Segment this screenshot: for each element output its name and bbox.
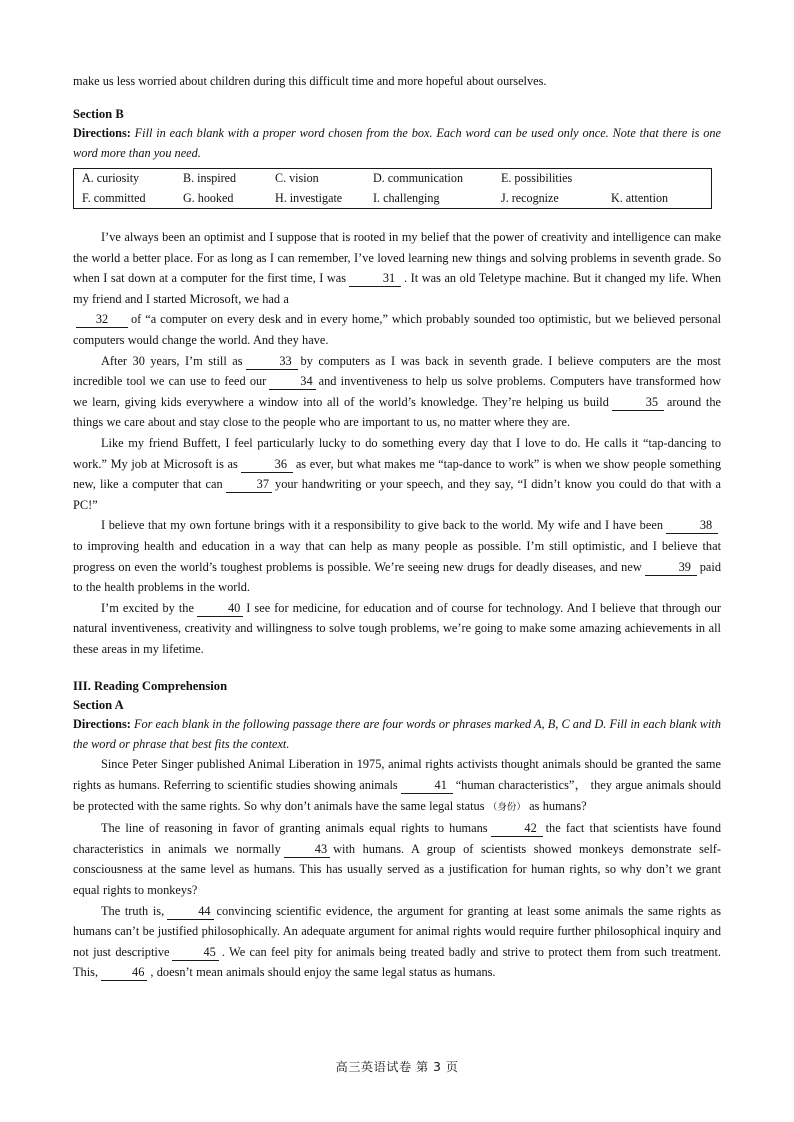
section-a-subheading: Section A [73, 698, 124, 713]
section-a-directions [73, 715, 721, 754]
paragraph-text: your handwriting or your speech, and they say, “I didn’t know you could do that with a PC!” [73, 477, 721, 512]
answer-blank-45[interactable]: 45 [172, 945, 218, 961]
passage-paragraph [73, 818, 721, 900]
paragraph-text: as humans? [529, 798, 587, 813]
paragraph-text: The truth is, [101, 903, 165, 918]
paragraph-text: around the things we care about and stay close to the people who are important to us, no matter where they are. [73, 394, 721, 430]
paragraph-text: the fact that scientists have found characteristics in animals we normally [73, 821, 721, 856]
paragraph-text: Like my friend Buffett, I feel particularly lucky to do something every day that I love to do. He calls it “tap-dancing to work.” My job at Microsoft is as [73, 435, 721, 471]
chinese-gloss: （身份） [487, 801, 526, 813]
word-option [611, 169, 712, 189]
answer-blank-37[interactable]: 37 [226, 477, 272, 493]
paragraph-text: to improving health and education in a way that can help as many people as possible. I’m still optimistic, and I believe that progress on even the world’s toughest problems is possible. We’re seeing new drugs for deadly diseases, and new [73, 538, 721, 574]
answer-blank-34[interactable]: 34 [269, 374, 315, 390]
passage-paragraph [73, 754, 721, 818]
answer-blank-41[interactable]: 41 [401, 778, 453, 794]
section-b-directions-label: Directions: [73, 126, 131, 140]
paragraph-text: paid to the health problems in the world. [73, 559, 721, 595]
spacer [73, 209, 721, 227]
paragraph-text: After 30 years, I’m still as [101, 353, 243, 368]
paragraph-text: I see for medicine, for education and of course for technology. And I believe that through our natural inventiveness, creativity and willingness to solve tough problems, we’re going to make some amazing achievements in all these areas in my lifetime. [73, 600, 722, 656]
answer-blank-32[interactable]: 32 [76, 312, 128, 328]
paragraph-text: and inventiveness to help us solve problems. Computers have transformed how we learn, giving kids everywhere a window into all of the world’s knowledge. They’re helping us build [73, 374, 721, 409]
word-option: A. curiosity [82, 171, 140, 185]
word-option: I. challenging [373, 190, 440, 205]
word-option: E. possibilities [501, 171, 573, 185]
answer-blank-36[interactable]: 36 [241, 457, 293, 473]
paragraph-text: “human characteristics”， they argue animals should be protected with the same rights. So why don’t animals have the same legal status [73, 778, 721, 813]
table-row [74, 189, 712, 209]
answer-blank-44[interactable]: 44 [167, 904, 213, 920]
passage-paragraph [73, 433, 721, 515]
paragraph-text: , doesn’t mean animals should enjoy the same legal status as humans. [150, 965, 496, 980]
passage-paragraph-cont [73, 309, 721, 350]
document-page [73, 72, 721, 983]
paragraph-text: Since Peter Singer published Animal Liberation in 1975, animal rights activists thought animals should be granted the same rights as humans. Referring to scientific studies showing animals [73, 757, 721, 793]
word-box-table [73, 168, 712, 209]
answer-blank-39[interactable]: 39 [645, 560, 697, 576]
answer-blank-38[interactable]: 38 [666, 518, 718, 534]
word-option: H. investigate [275, 190, 343, 205]
answer-blank-31[interactable]: 31 [349, 271, 401, 287]
paragraph-text: I’ve always been an optimist and I suppose that is rooted in my belief that the power of creativity and intelligence can make the world a better place. For as long as I can remember, I’ve loved learning new things and solving problems in seventh grade. So when I sat down at a computer for the first time, I was [73, 230, 721, 286]
spacer [73, 91, 721, 105]
paragraph-text: . We can feel pity for animals being treated badly and strive to protect them from such treatment. This, [73, 944, 721, 980]
paragraph-text: as ever, but what makes me “tap-dance to work” is when we show people something new, like a computer that can [73, 456, 721, 492]
passage-paragraph [73, 351, 721, 433]
answer-blank-46[interactable]: 46 [101, 965, 147, 981]
word-option: D. communication [373, 171, 464, 185]
page-footer: 高三英语试卷 第 3 页 [335, 1060, 459, 1074]
word-option: J. recognize [501, 190, 559, 205]
section-b-heading: Section B [73, 107, 124, 121]
answer-blank-33[interactable]: 33 [246, 354, 298, 370]
section-a-directions-label: Directions: [73, 717, 131, 732]
word-option: C. vision [275, 171, 319, 185]
passage-paragraph [73, 901, 721, 983]
paragraph-text: by computers as I was back in seventh grade. I believe computers are the most incredible tool we can use to feed our [73, 353, 721, 389]
passage-paragraph [73, 598, 721, 660]
answer-blank-40[interactable]: 40 [197, 601, 243, 617]
answer-blank-35[interactable]: 35 [612, 395, 664, 411]
spacer [73, 659, 721, 677]
paragraph-text: with humans. A group of scientists showed monkeys demonstrate self-consciousness at the same level as humans. This has usually served as a justification for human rights, so why don’t we grant equal rights to monkeys? [73, 841, 721, 898]
continuation-line: make us less worried about children during this difficult time and more hopeful about ourselves. [73, 74, 547, 88]
section-a-directions-text: For each blank in the following passage there are four words or phrases marked A, B, C and D. Fill in each blank with the word or phrase that best fits the context. [73, 717, 721, 751]
section-b-directions-text: Fill in each blank with a proper word chosen from the box. Each word can be used only once. Note that there is one word more than you need. [73, 126, 721, 160]
section-iii-heading: III. Reading Comprehension [73, 679, 228, 694]
word-option: F. committed [82, 190, 146, 205]
paragraph-text: I believe that my own fortune brings with it a responsibility to give back to the world. My wife and I have been [101, 518, 663, 533]
passage-paragraph [73, 227, 721, 309]
word-option: K. attention [611, 190, 669, 205]
paragraph-text: The line of reasoning in favor of granting animals equal rights to humans [101, 821, 488, 836]
paragraph-text: I’m excited by the [101, 600, 194, 615]
word-option: B. inspired [183, 171, 237, 185]
paragraph-text: . It was an old Teletype machine. But it changed my life. When my friend and I started Microsoft, we had a [73, 271, 721, 306]
paragraph-text: of “a computer on every desk and in every home,” which probably sounded too optimistic, but we believed personal computers would change the world. And they have. [73, 312, 721, 347]
section-b-directions [73, 124, 721, 163]
table-row [74, 169, 712, 189]
answer-blank-43[interactable]: 43 [284, 842, 330, 858]
paragraph-text: convincing scientific evidence, the argument for granting at least some animals the same rights as humans can’t be justified philosophically. An adequate argument for animal rights would require further philosophical inquiry and not just descriptive [73, 903, 721, 959]
answer-blank-42[interactable]: 42 [491, 821, 543, 837]
passage-paragraph [73, 515, 721, 597]
word-option: G. hooked [183, 190, 234, 205]
